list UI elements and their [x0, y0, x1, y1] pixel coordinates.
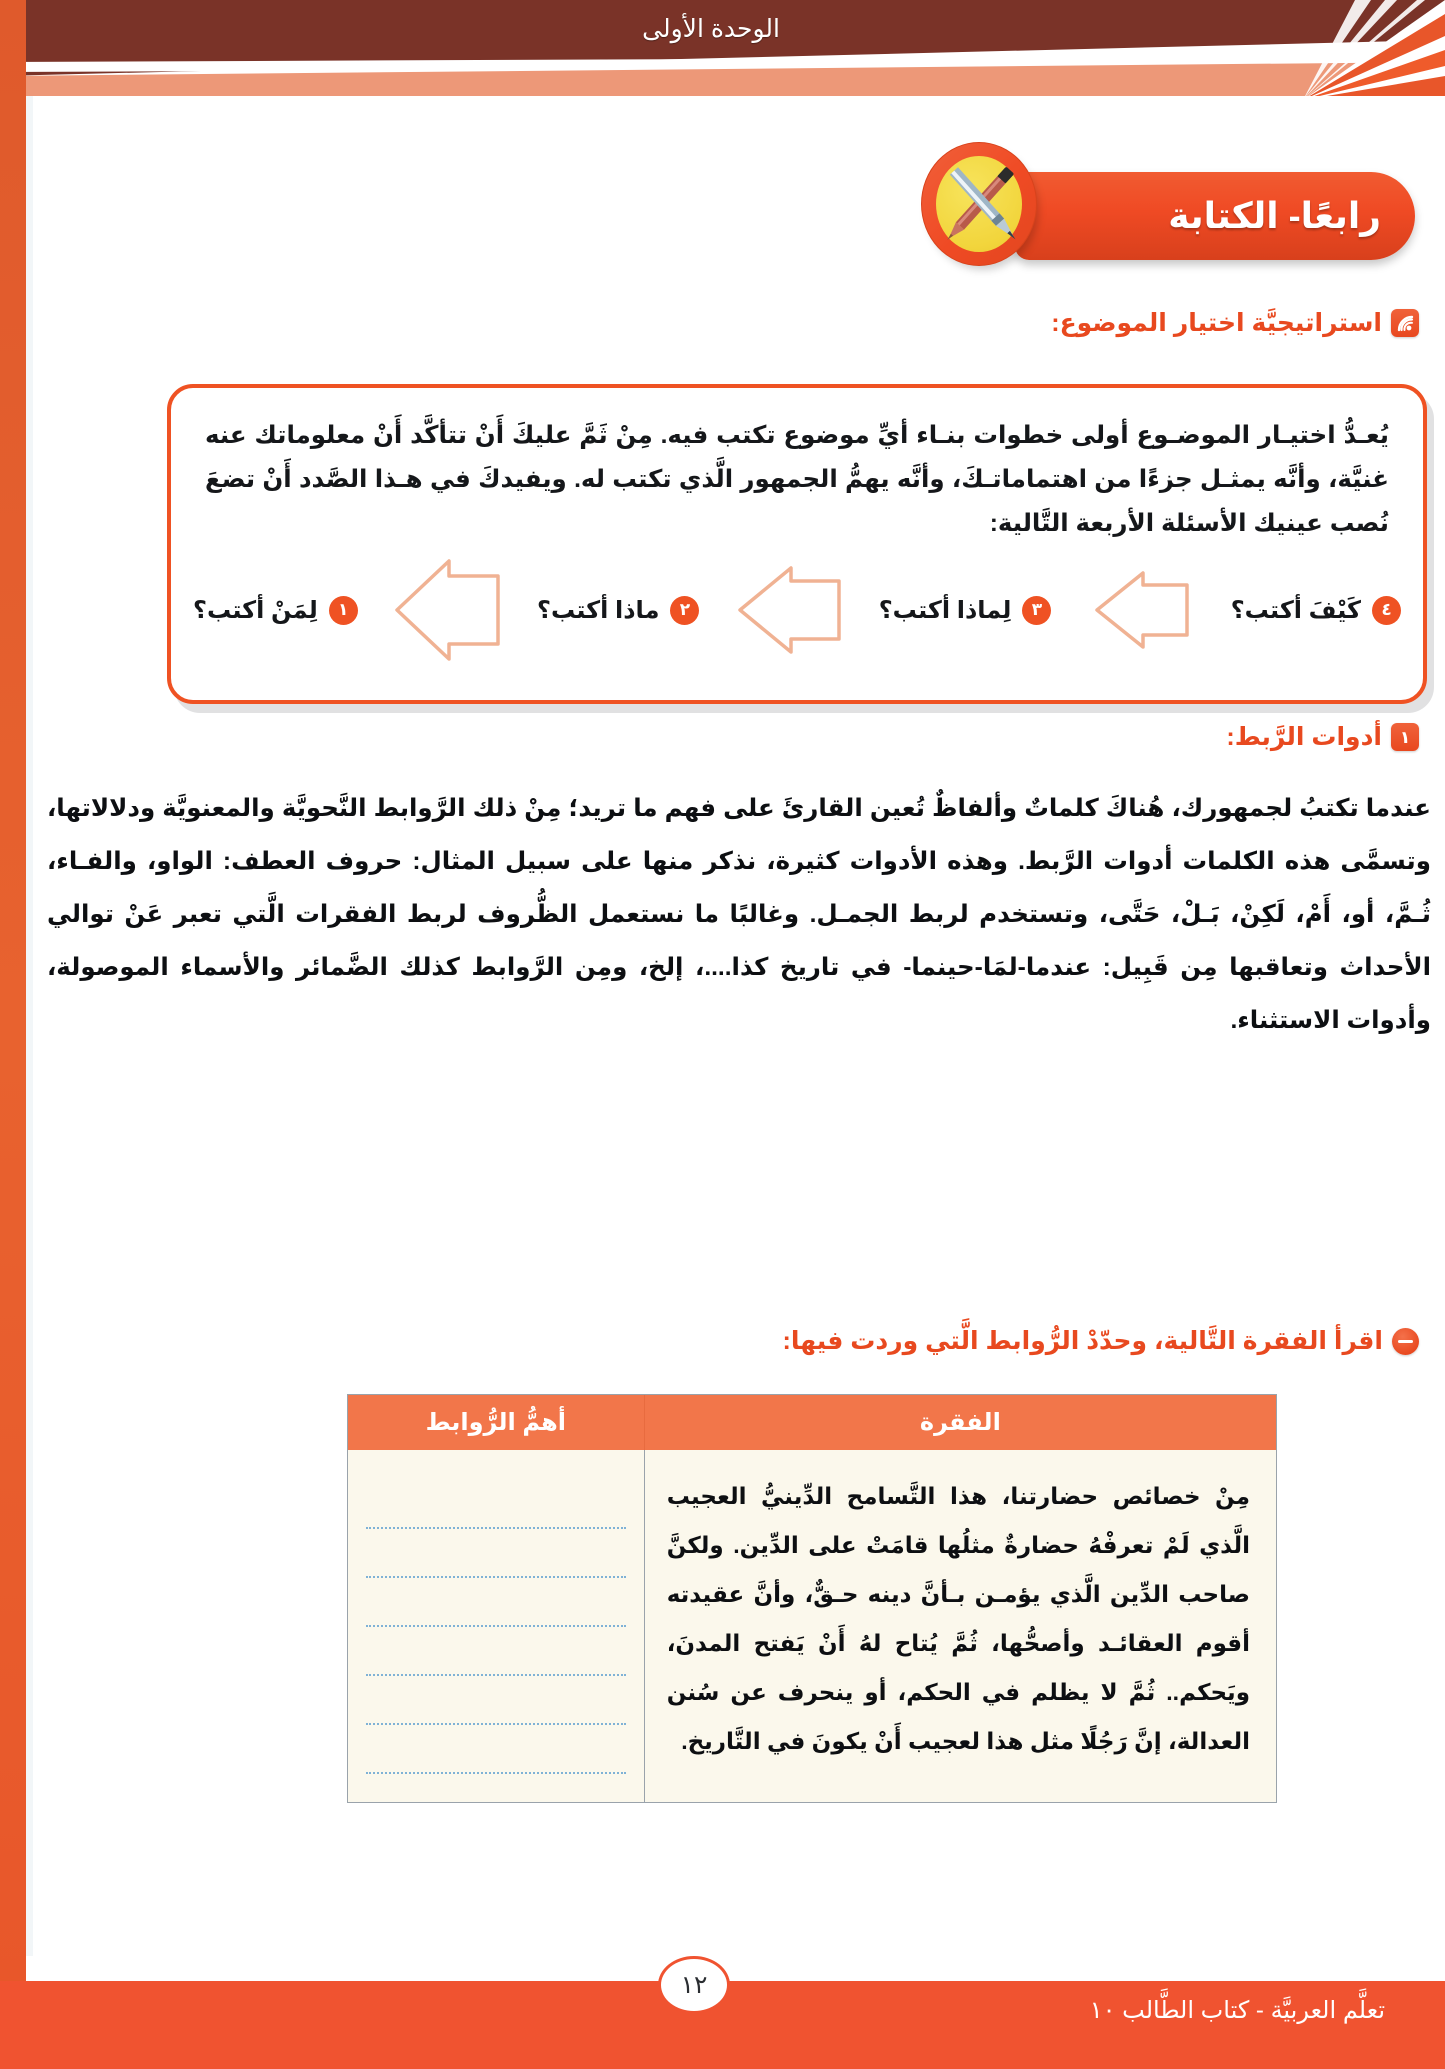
- connectors-heading: [1226, 722, 1419, 752]
- question-text: كَيْفَ أكتب؟: [1230, 596, 1361, 624]
- strategy-heading-text: استراتيجيَّة اختيار الموضوع:: [1051, 309, 1382, 337]
- question-number: ٤: [1372, 596, 1401, 625]
- section-title-pill: [1015, 172, 1415, 260]
- connectors-badge-number: ١: [1399, 727, 1411, 747]
- strategy-target-icon: [1391, 309, 1419, 337]
- table-header-connectors: أهمُّ الرُّوابط: [425, 1409, 567, 1436]
- strategy-heading: [1051, 308, 1419, 338]
- banner-fan-decoration: [885, 0, 1445, 100]
- question-item: [879, 596, 1052, 625]
- answer-line[interactable]: [366, 1480, 626, 1529]
- page-number-bubble: [658, 1956, 730, 2014]
- fan-rays-icon: [885, 0, 1445, 100]
- answer-line[interactable]: [366, 1725, 626, 1774]
- flow-arrow-left: [391, 558, 503, 662]
- exercise-instruction-text: اقرأ الفقرة التَّالية، وحدّدْ الرُّوابط الَّتي وردت فيها:: [782, 1327, 1383, 1355]
- arrow-left-icon: [1091, 571, 1191, 649]
- crossed-pens-icon: [921, 142, 1043, 270]
- question-item: [193, 596, 358, 625]
- page-content: [33, 96, 1445, 1956]
- table-body-row: [348, 1450, 1276, 1802]
- section-title-text: رابعًا- الكتابة: [1168, 195, 1381, 236]
- page-number: ١٢: [680, 1971, 708, 1999]
- question-item: [537, 596, 699, 625]
- page-footer: [0, 1956, 1445, 2069]
- question-number: ٣: [1022, 596, 1051, 625]
- table-cell-paragraph: مِنْ خصائص حضارتنا، هذا التَّسامح الدِّينيُّ العجيب الَّذي لَمْ تعرفْهُ حضارةٌ مثلُها قامَتْ على الدِّين. ولكنَّ صاحب الدِّين الَّذي يؤمـن بـأنَّ دينه حـقٌّ، وأنَّ عقيدته أقوم العقائـد وأصحُّها، ثُمَّ يُتاح لهُ أَنْ يَفتح المدنَ، ويَحكم.. ثُمَّ لا يظلم في الحكم، أو ينحرف عن سُنن العدالة، إنَّ رَجُلًا مثل هذا لعجيب أَنْ يكونَ في التَّاريخ.: [644, 1450, 1276, 1802]
- unit-label: الوحدة الأولى: [642, 15, 780, 43]
- arrow-left-icon: [734, 565, 844, 655]
- answer-line[interactable]: [366, 1529, 626, 1578]
- answer-line[interactable]: [366, 1676, 626, 1725]
- flow-arrow-left: [1085, 571, 1197, 649]
- strategy-box: [167, 384, 1427, 704]
- table-cell-answer-area[interactable]: [348, 1450, 644, 1802]
- minus-circle-icon: [1392, 1328, 1419, 1355]
- exercise-table: [347, 1394, 1277, 1803]
- section-title-block: [915, 142, 1415, 272]
- answer-line[interactable]: [366, 1578, 626, 1627]
- numbered-square-icon: [1391, 723, 1419, 751]
- table-header-paragraph: الفقرة: [644, 1395, 1276, 1450]
- question-number: ٢: [670, 596, 699, 625]
- exercise-instruction: [783, 1326, 1419, 1356]
- question-text: لِمَنْ أكتب؟: [193, 596, 318, 624]
- strategy-paragraph: يُعـدُّ اختيـار الموضـوع أولى خطوات بنـاء أيِّ موضوع تكتب فيه. مِنْ ثَمَّ عليكَ أَنْ تتأكَّد أَنْ معلوماتك عنه غنيَّة، وأنَّه يمثـل جزءًا من اهتماماتـكَ، وأنَّه يهمُّ الجمهور الَّذي تكتب له. ويفيدكَ في هـذا الصَّدد أَنْ تضعَ نُصب عينيك الأسئلة الأربعة التَّالية:: [205, 422, 1389, 537]
- question-text: ماذا أكتب؟: [537, 596, 660, 624]
- page-left-spine: [0, 0, 26, 2069]
- arrow-left-icon: [391, 558, 503, 662]
- flow-arrow-left: [733, 565, 845, 655]
- connectors-paragraph: عندما تكتبُ لجمهورك، هُناكَ كلماتٌ وألفاظٌ تُعين القارئَ على فهم ما تريد؛ مِنْ ذلك الرَّوابط النَّحويَّة والمعنويَّة ودلالاتها، وتسمَّى هذه الكلمات أدوات الرَّبط. وهذه الأدوات كثيرة، نذكر منها على سبيل المثال: حروف العطف: الواو، والفـاء، ثُـمَّ، أو، أَمْ، لَكِنْ، بَـلْ، حَتَّى، وتستخدم لربط الجمـل. وغالبًا ما نستعمل الظُّروف لربط الفقرات الَّتي تعبر عَنْ توالي الأحداث وتعاقبها مِن قَبِيل: عندما-لمَا-حينما- في تاريخ كذا....، إلخ، ومِن الرَّوابط كذلك الضَّمائر والأسماء الموصولة، وأدوات الاستثناء.: [47, 795, 1431, 1034]
- top-banner: [0, 0, 1445, 100]
- footer-book-title: تعلَّم العربيَّة - كتاب الطَّالب ١٠: [1089, 1997, 1385, 2024]
- strategy-questions-row: [193, 564, 1401, 656]
- question-text: لِماذا أكتب؟: [878, 596, 1012, 624]
- table-header-row: [348, 1395, 1276, 1450]
- question-number: ١: [329, 596, 358, 625]
- answer-line[interactable]: [366, 1627, 626, 1676]
- page-spine-inner-strip: [26, 96, 33, 1956]
- pens-glyph-icon: [921, 142, 1043, 270]
- connectors-heading-text: أدوات الرَّبط:: [1226, 723, 1382, 751]
- question-item: [1231, 596, 1401, 625]
